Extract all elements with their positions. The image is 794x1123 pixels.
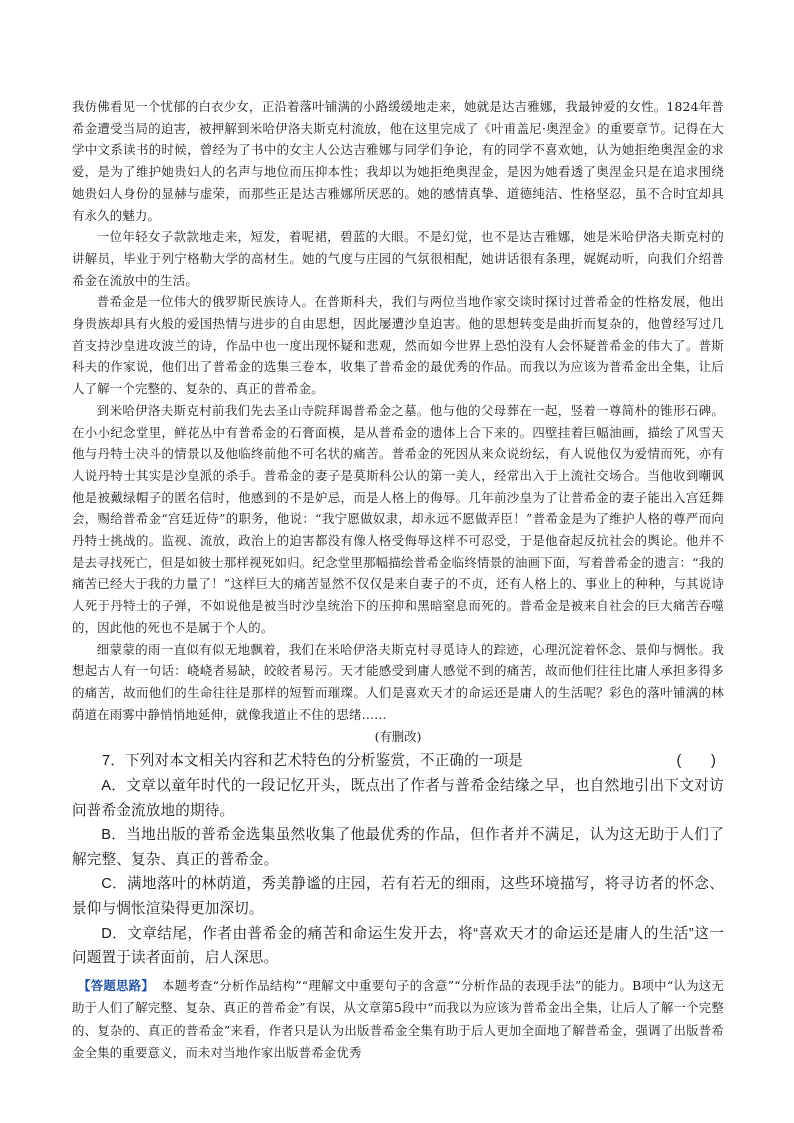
option-a: A．文章以童年时代的一段记忆开头，既点出了作者与普希金结缘之早，也自然地引出下文对访问普希金流放地的期待。 bbox=[72, 777, 724, 819]
passage-paragraph-1: 我仿佛看见一个忧郁的白衣少女，正沿着落叶铺满的小路缓缓地走来，她就是达吉雅娜，我最钟爱的女性。1824年普希金遭受当局的迫害，被押解到米哈伊洛夫斯克村流放，他在这里完成了《叶甫盖尼·奥涅金》的重要章节。记得在大学中文系读书的时候，曾经为了书中的女主人公达吉雅娜与同学们争论，有的同学不喜欢她，认为她拒绝奥涅金的求爱，是为了维护她贵妇人的名声与地位而压抑本性；我却以为她拒绝奥涅金，是因为她看透了奥涅金只是在追求围绕她贵妇人身份的显赫与虚荣，而那些正是达吉雅娜所厌恶的。她的感情真挚、道德纯洁、性格坚忍，虽不合时宜却具有永久的魅力。 bbox=[72, 99, 724, 223]
passage-paragraph-4: 到米哈伊洛夫斯克村前我们先去圣山寺院拜谒普希金之墓。他与他的父母葬在一起，竖着一尊简朴的锥形石碑。在小小纪念堂里，鲜花丛中有普希金的石膏面模，是从普希金的遗体上合下来的。四壁挂着巨幅油画，描绘了风雪天他与丹特士决斗的情景以及他临终前他不可名状的痛苦。普希金的死因从来众说纷纭，有人说他仅为爱情而死，亦有人说丹特士其实是沙皇派的杀手。普希金的妻子是莫斯科公认的第一美人，经常出入于上流社交场合。当他收到嘲讽他是被戴绿帽子的匿名信时，他感到的不是妒忌，而是人格上的侮辱。几年前沙皇为了让普希金的妻子能出入宫廷舞会，赐给普希金“宫廷近侍”的职务，他说：“我宁愿做奴隶，却永远不愿做弄臣！”普希金是为了维护人格的尊严而向丹特士挑战的。监视、流放，政治上的迫害都没有像人格受侮辱这样不可忍受，于是他奋起反抗社会的舆论。他并不是去寻找死亡，但是如彼士那样视死如归。纪念堂里那幅描绘普希金临终情景的油画下面，写着普希金的遗言：“我的痛苦已经大于我的力量了！”这样巨大的痛苦显然不仅仅是来自妻子的不贞，还有人格上的、事业上的种种，与其说诗人死于丹特士的子弹，不如说他是被当时沙皇统治下的压抑和黑暗窒息而死的。普希金是被来自社会的巨大痛苦吞噬的，因此他的死也不是属于个人的。 bbox=[72, 402, 724, 635]
analysis-text: 本题考查“分析作品结构”“理解文中重要句子的含意”“分析作品的表现手法”的能力。B项中“认为这无助于人们了解完整、复杂、真正的普希金”有误，从文章第5段中“而我以为应该为普希金出全集，让后人了解一个完整的、复杂的、真正的普希金”来看，作者只是认为出版普希金全集有助于后人更加全面地了解普希金，强调了出版普希金全集的重要意义，而未对当地作家出版普希金优秀 bbox=[72, 977, 725, 1060]
passage-paragraph-3: 普希金是一位伟大的俄罗斯民族诗人。在普斯科夫，我们与两位当地作家交谈时探讨过普希金的性格发展，他出身贵族却具有火般的爱国热情与进步的自由思想，因此屡遭沙皇迫害。他的思想转变是曲折而复杂的，他曾经写过几首支持沙皇进攻波兰的诗，作品中也一度出现怀疑和悲观，然而如今世界上恐怕没有人会怀疑普希金的伟大了。普斯科夫的作家说，他们出了普希金的选集三卷本，收集了普希金的最优秀的作品。而我以为应该为普希金出全集，让后人了解一个完整的、复杂的、真正的普希金。 bbox=[72, 294, 724, 397]
option-d: D．文章结尾，作者由普希金的痛苦和命运生发开去，将“喜欢天才的命运还是庸人的生活”这一问题置于读者面前，启人深思。 bbox=[72, 925, 724, 967]
analysis-label: 【答题思路】 bbox=[78, 977, 154, 993]
source-note: (有删改) bbox=[374, 729, 422, 745]
answer-blank: ( ) bbox=[676, 753, 716, 770]
question-stem bbox=[72, 749, 724, 774]
passage-paragraph-5: 细蒙蒙的雨一直似有似无地飘着，我们在米哈伊洛夫斯克村寻觅诗人的踪迹，心理沉淀着怀念、景仰与惆怅。我想起古人有一句话：峣峣者易缺，皎皎者易污。天才能感受到庸人感觉不到的痛苦，故而他们往往比庸人承担多得多的痛苦，故而他们的生命往往是那样的短暂而璀璨。人们是喜欢天才的命运还是庸人的生活呢？彩色的落叶铺满的林荫道在雨雾中静悄悄地延伸，就像我道止不住的思绪…… bbox=[72, 641, 724, 722]
option-c: C．满地落叶的林荫道，秀美静谧的庄园，若有若无的细雨，这些环境描写，将寻访者的怀念、景仰与惆怅渲染得更加深切。 bbox=[72, 876, 724, 917]
passage-paragraph-2: 一位年轻女子款款地走来，短发，着呢裙，碧蓝的大眼。不是幻觉，也不是达吉雅娜，她是米哈伊洛夫斯克村的讲解员，毕业于列宁格勒大学的高材生。她的气度与庄园的气氛很相配，她讲话很有条理，娓娓动听，向我们介绍普希金在流放中的生活。 bbox=[72, 229, 724, 288]
question-text: 7．下列对本文相关内容和艺术特色的分析鉴赏，不正确的一项是 bbox=[102, 753, 524, 770]
document-page bbox=[72, 96, 724, 1064]
option-b: B．当地出版的普希金选集虽然收集了他最优秀的作品，但作者并不满足，认为这无助于人们了解完整、复杂、真正的普希金。 bbox=[72, 827, 724, 868]
answer-analysis bbox=[72, 975, 724, 1065]
